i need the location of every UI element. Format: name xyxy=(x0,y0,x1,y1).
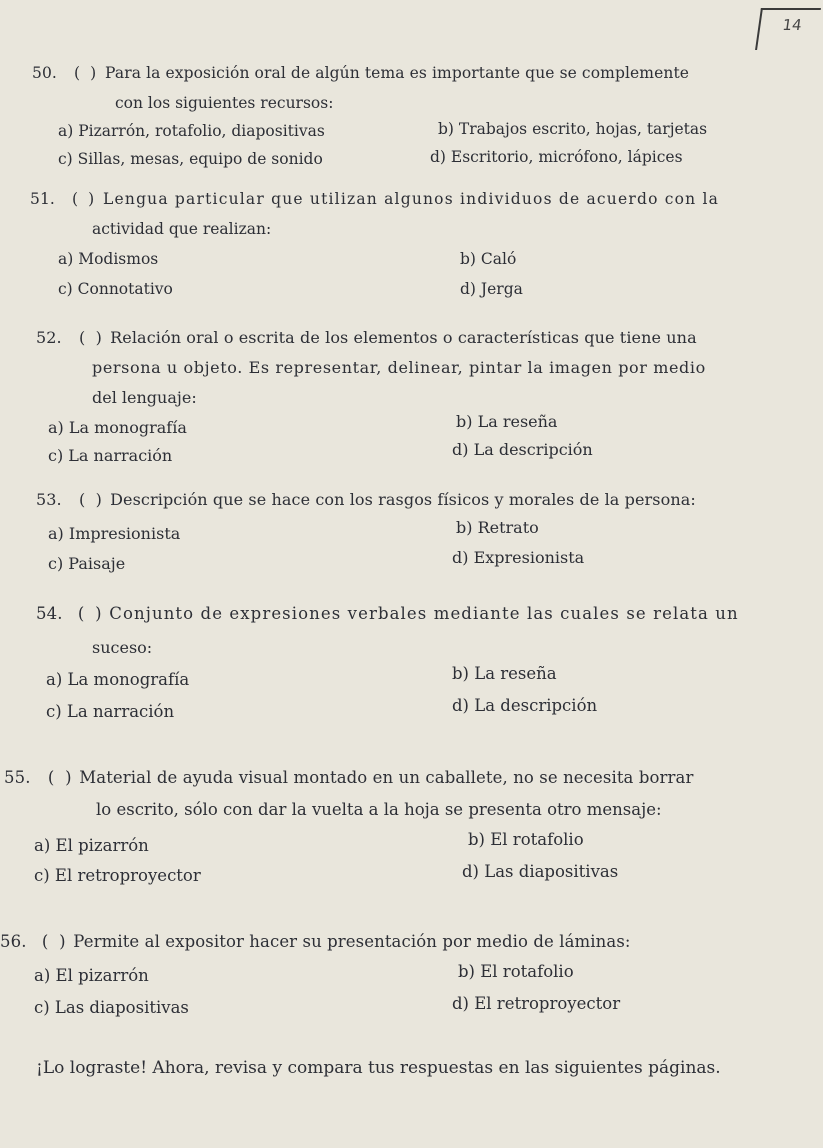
option-b[interactable]: b) El rotafolio xyxy=(468,830,584,849)
question-text-cont: persona u objeto. Es representar, delinear, pintar la imagen por medio xyxy=(92,358,706,377)
option-c[interactable]: c) Paisaje xyxy=(48,554,126,573)
option-b[interactable]: b) Caló xyxy=(460,250,517,268)
answer-blank[interactable]: ( ) xyxy=(78,490,102,509)
option-d[interactable]: d) Las diapositivas xyxy=(462,862,619,881)
question-text: Permite al expositor hacer su presentación por medio de láminas: xyxy=(73,932,631,951)
option-c[interactable]: c) La narración xyxy=(48,446,173,465)
question-number: 51. xyxy=(30,190,55,208)
option-b[interactable]: b) La reseña xyxy=(452,664,557,683)
question-number: 50. xyxy=(32,64,57,82)
option-a[interactable]: a) La monografía xyxy=(46,670,190,689)
question-text: Para la exposición oral de algún tema es importante que se complemente xyxy=(105,64,690,82)
option-b[interactable]: b) El rotafolio xyxy=(458,962,574,981)
question-number: 55. xyxy=(4,768,31,787)
option-a[interactable]: a) Pizarrón, rotafolio, diapositivas xyxy=(58,122,325,140)
option-a[interactable]: a) Modismos xyxy=(58,250,159,268)
question-text: Conjunto de expresiones verbales mediante las cuales se relata un xyxy=(109,604,739,623)
answer-blank[interactable]: ( ) xyxy=(41,932,66,951)
question-text-cont: actividad que realizan: xyxy=(92,220,272,238)
question-text: Lengua particular que utilizan algunos individuos de acuerdo con la xyxy=(103,190,720,208)
option-d[interactable]: d) Escritorio, micrófono, lápices xyxy=(430,148,683,166)
option-c[interactable]: c) La narración xyxy=(46,702,175,721)
option-b[interactable]: b) Trabajos escrito, hojas, tarjetas xyxy=(438,120,708,138)
question-text: Material de ayuda visual montado en un caballete, no se necesita borrar xyxy=(79,768,694,787)
option-a[interactable]: a) La monografía xyxy=(48,418,187,437)
page-number: 14 xyxy=(755,8,821,50)
question-text: Relación oral o escrita de los elementos o características que tiene una xyxy=(110,328,697,347)
option-c[interactable]: c) Sillas, mesas, equipo de sonido xyxy=(58,150,323,168)
question-text-cont: lo escrito, sólo con dar la vuelta a la hoja se presenta otro mensaje: xyxy=(96,800,662,819)
answer-blank[interactable]: ( ) xyxy=(47,768,72,787)
option-a[interactable]: a) El pizarrón xyxy=(34,966,149,985)
question-number: 52. xyxy=(36,328,62,347)
answer-blank[interactable]: ( ) xyxy=(77,604,102,623)
option-a[interactable]: a) El pizarrón xyxy=(34,836,149,855)
question-text-cont: suceso: xyxy=(92,638,153,657)
option-d[interactable]: d) Jerga xyxy=(460,280,523,298)
question-number: 56. xyxy=(0,932,27,951)
answer-blank[interactable]: ( ) xyxy=(71,190,95,208)
question-number: 54. xyxy=(36,604,63,623)
question-number: 53. xyxy=(36,490,62,509)
option-b[interactable]: b) La reseña xyxy=(456,412,558,431)
question-text-cont: del lenguaje: xyxy=(92,388,197,407)
option-d[interactable]: d) La descripción xyxy=(452,440,593,459)
option-d[interactable]: d) Expresionista xyxy=(452,548,585,567)
option-c[interactable]: c) Connotativo xyxy=(58,280,173,298)
closing-message: ¡Lo lograste! Ahora, revisa y compara tus respuestas en las siguientes páginas. xyxy=(36,1058,721,1078)
answer-blank[interactable]: ( ) xyxy=(78,328,102,347)
option-a[interactable]: a) Impresionista xyxy=(48,524,181,543)
question-text: Descripción que se hace con los rasgos físicos y morales de la persona: xyxy=(110,490,696,509)
option-c[interactable]: c) El retroproyector xyxy=(34,866,201,885)
answer-blank[interactable]: ( ) xyxy=(73,64,97,82)
question-text-cont: con los siguientes recursos: xyxy=(115,94,334,112)
option-d[interactable]: d) El retroproyector xyxy=(452,994,621,1013)
option-b[interactable]: b) Retrato xyxy=(456,518,539,537)
option-d[interactable]: d) La descripción xyxy=(452,696,598,715)
option-c[interactable]: c) Las diapositivas xyxy=(34,998,189,1017)
